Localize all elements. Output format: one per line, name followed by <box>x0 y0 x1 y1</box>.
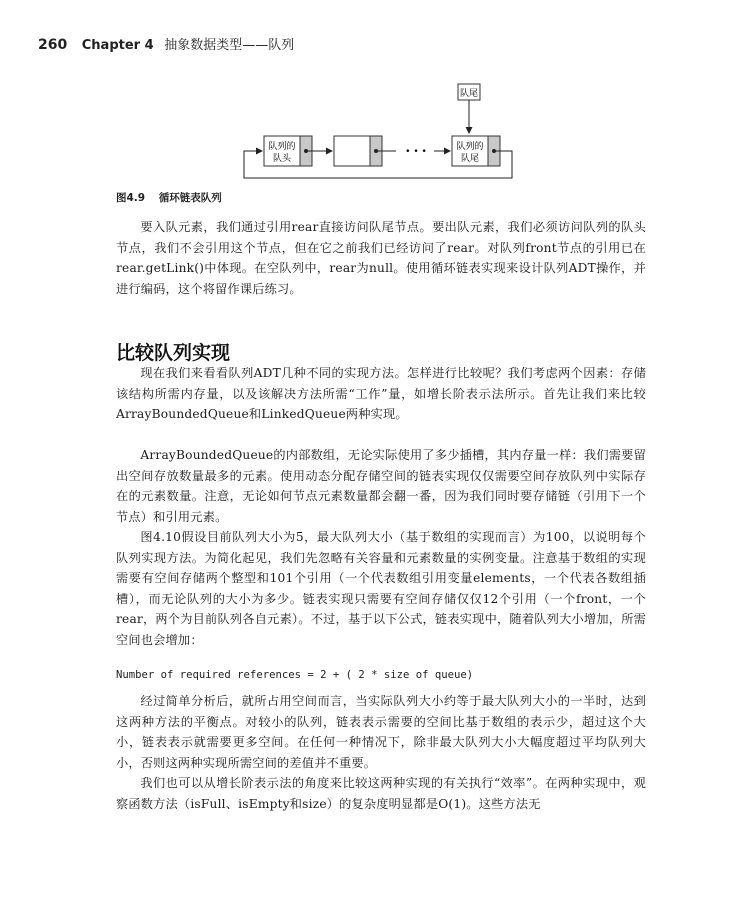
paragraph: 经过简单分析后，就所占用空间而言，当实际队列大小约等于最大队列大小的一半时，达到这两种方法的平衡点。对较小的队列，链表表示需要的空间比基于数组的表示少，超过这个大小，链表表示就需要更多空间。在任何一种情况下，除非最大队列大小大幅度超过平均队列大小，否则这两种实现所需空间的差值并不重要。 <box>116 694 646 770</box>
figure-caption <box>116 190 222 205</box>
ellipsis: • • • <box>405 147 427 157</box>
code-line: Number of required references = 2 + ( 2 * size of queue) <box>116 669 474 681</box>
paragraph: ArrayBoundedQueue的内部数组，无论实际使用了多少插槽，其内存量一样：我们需要留出空间存放数量最多的元素。使用动态分配存储空间的链表实现仅仅需要空间存放队列中实际存在的元素数量。注意，无论如何节点元素数量都会翻一番，因为我们同时要存储链（引用下一个节点）和引用元素。 <box>116 448 646 524</box>
queue-diagram <box>236 78 526 188</box>
rear-label: 队尾 <box>459 89 479 99</box>
paragraph: 图4.10假设目前队列大小为5，最大队列大小（基于数组的实现而言）为100，以说明每个队列实现方法。为简化起见，我们先忽略有关容量和元素数量的实例变量。注意基于数组的实现需要有空间存储两个整型和101个引用（一个代表数组引用变量elements，一个代表各数组插槽），而无论队列的大小为多少。链表实现只需要有空间存储仅仅12个引用（一个front，一个rear，两个为目前队列各自元素）。不过，基于以下公式，链表实现中，随着队列大小增加，所需空间也会增加： <box>116 530 646 647</box>
paragraph: 现在我们来看看队列ADT几种不同的实现方法。怎样进行比较呢？我们考虑两个因素：存储该结构所需内存量，以及该解决方法所需“工作”量，如增长阶表示法所示。首先让我们来比较ArrayBoundedQueue和LinkedQueue两种实现。 <box>116 366 646 422</box>
front-node-label-2: 队头 <box>272 154 292 164</box>
running-header <box>38 34 294 53</box>
circular-linked-queue-figure <box>236 78 526 188</box>
figure-caption-text: 循环链表队列 <box>158 192 222 204</box>
section-heading: 比较队列实现 <box>116 342 231 364</box>
paragraph: 要入队元素，我们通过引用rear直接访问队尾节点。要出队元素，我们必须访问队列的队头节点，我们不会引用这个节点，但在它之前我们已经访问了rear。对队列front节点的引用已在rear.getLink()中体现。在空队列中，rear为null。使用循环链表实现来设计队列ADT操作，并进行编码，这个将留作课后练习。 <box>116 220 646 296</box>
front-node-label-1: 队列的 <box>268 142 296 152</box>
rear-node-label-2: 队尾 <box>460 154 480 164</box>
paragraph: 我们也可以从增长阶表示法的角度来比较这两种实现的有关执行“效率”。在两种实现中，观察函数方法（isFull、isEmpty和size）的复杂度明显都是O(1)。这些方法无 <box>116 776 646 811</box>
chapter-label: Chapter 4 <box>81 38 154 53</box>
figure-number: 图4.9 <box>116 192 146 204</box>
page-number: 260 <box>38 37 68 53</box>
rear-node-label-1: 队列的 <box>456 142 484 152</box>
chapter-title: 抽象数据类型——队列 <box>164 38 295 53</box>
